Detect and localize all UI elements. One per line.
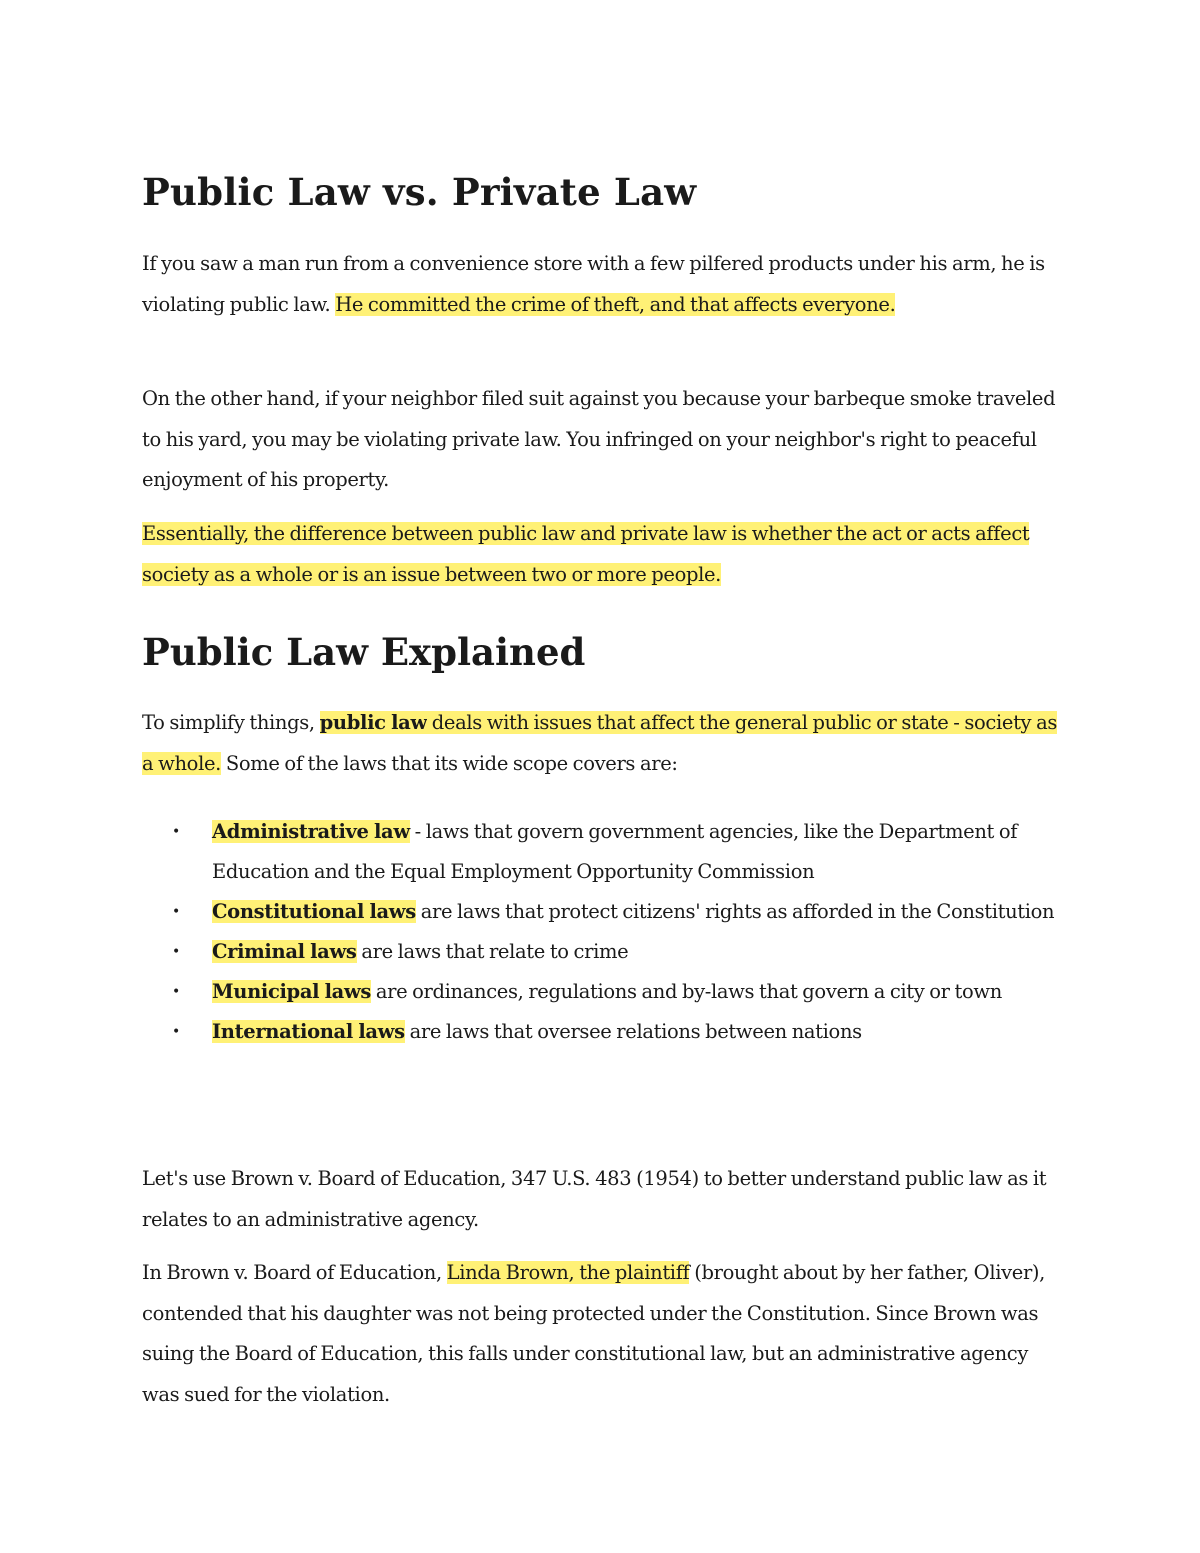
list-text: are laws that relate to crime — [356, 940, 629, 963]
heading-public-law-explained: Public Law Explained — [142, 630, 586, 674]
highlighted-text: Linda Brown, the plaintiff — [446, 1261, 690, 1284]
bullet-icon: • — [172, 904, 180, 920]
list-item — [142, 812, 1062, 892]
paragraph-text: To simplify things, — [142, 711, 320, 734]
bullet-icon: • — [172, 1024, 180, 1040]
list-text: - laws that govern government agencies, like the Department of Education and the Equal Employment Opportunity Commission — [212, 820, 1018, 883]
paragraph-text: (brought about by her father, Oliver), contended that his daughter was not being protected under the Constitution. Since Brown was suing the Board of Education, this falls under constitutional law, but an administrative agency was sued for the violation. — [142, 1261, 1046, 1406]
bullet-icon: • — [172, 824, 180, 840]
paragraph-difference-summary — [142, 514, 1062, 595]
highlighted-text: He committed the crime of theft, and that affects everyone. — [335, 292, 896, 316]
heading-public-vs-private: Public Law vs. Private Law — [142, 170, 697, 214]
paragraph-brown-intro: Let's use Brown v. Board of Education, 347 U.S. 483 (1954) to better understand public law as it relates to an administrative agency. — [142, 1167, 1047, 1231]
list-term: Municipal laws — [212, 980, 372, 1003]
paragraph-text: If you saw a man run from a convenience store with a few pilfered products under his arm, he is violating public law. — [142, 252, 1045, 316]
list-text: are laws that oversee relations between nations — [404, 1020, 862, 1043]
list-text: are laws that protect citizens' rights as afforded in the Constitution — [415, 900, 1055, 923]
list-text: are ordinances, regulations and by-laws that govern a city or town — [371, 980, 1002, 1003]
paragraph-brown-details — [142, 1253, 1062, 1415]
paragraph-theft-example — [142, 244, 1062, 325]
list-term: Constitutional laws — [212, 900, 416, 923]
list-term: International laws — [212, 1020, 405, 1043]
law-types-list — [142, 812, 1062, 1052]
paragraph-text: In Brown v. Board of Education, — [142, 1261, 447, 1284]
list-item — [142, 892, 1062, 932]
list-term: Criminal laws — [212, 940, 357, 963]
highlighted-text: Essentially, the difference between public law and private law is whether the act or acts affect society as a whole or is an issue between two or more people. — [142, 522, 1030, 586]
bullet-icon: • — [172, 944, 180, 960]
list-item — [142, 932, 1062, 972]
paragraph-text: Some of the laws that its wide scope covers are: — [221, 751, 678, 775]
list-term: Administrative law — [212, 820, 410, 843]
paragraph-neighbor-example: On the other hand, if your neighbor filed suit against you because your barbeque smoke traveled to his yard, you may be violating private law. You infringed on your neighbor's right to peaceful enjoyment of his property. — [142, 387, 1056, 491]
bullet-icon: • — [172, 984, 180, 1000]
list-item — [142, 1012, 1062, 1052]
highlighted-text: deals with issues that affect the general public or state - society as a whole. — [142, 711, 1058, 775]
paragraph-public-law-definition — [142, 703, 1062, 784]
list-item — [142, 972, 1062, 1012]
highlighted-term: public law — [319, 711, 427, 734]
